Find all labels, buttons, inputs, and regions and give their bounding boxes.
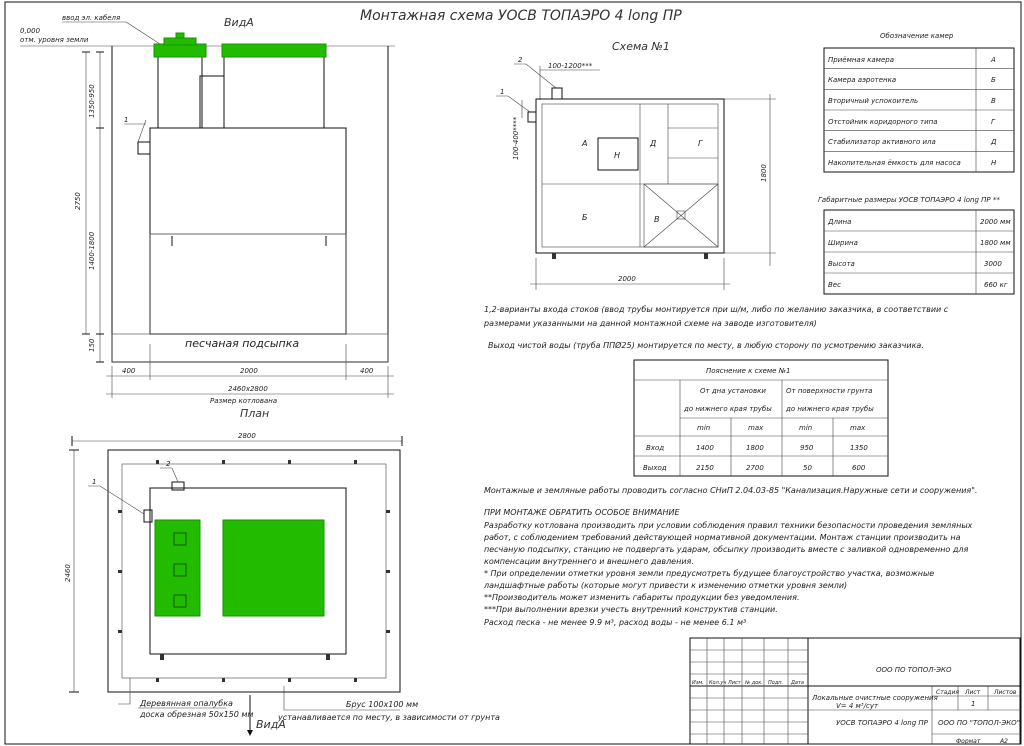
plan-view-arrow: ВидА [256, 718, 286, 731]
dim-top-depth: 1350-950 [88, 84, 96, 118]
scheme-callout-2: 2 [518, 56, 523, 64]
attention-line-3: песчаную подсыпку, станцию не подвергать ударам, обсыпку производить вместе с заливкой одновременно для [484, 545, 969, 554]
formwork-label: Деревянная опалубка [140, 699, 233, 708]
scheme-callout-1: 1 [500, 88, 505, 96]
exp-row-1-v4: 1350 [850, 444, 868, 452]
dim-row-1-name: Длина [828, 218, 852, 226]
tb-format: А2 [1000, 738, 1008, 745]
dim-pit-label: Размер котлована [210, 397, 278, 405]
legend-row-3-code: В [991, 97, 996, 105]
tb-sheet: 1 [971, 700, 976, 708]
exp-sub-1: min [697, 424, 711, 432]
legend-row-1-name: Приёмная камера [828, 56, 894, 64]
tb-head-2: Кол.уч [709, 680, 727, 686]
legend-row-5-code: Д [991, 138, 997, 146]
dim-row-3-name: Высота [828, 260, 855, 268]
board-label: доска обрезная 50х150 мм [140, 710, 254, 719]
legend-row-6-code: Н [991, 159, 997, 167]
sand-label: песчаная подсыпка [185, 337, 300, 350]
plan-lid-right [223, 520, 324, 616]
neck-connector [200, 76, 224, 128]
dim-pipe-depth: 1400-1800 [88, 231, 96, 270]
plan-height-dim: 2460 [64, 564, 72, 582]
title-block [690, 638, 1020, 745]
dimensions-table [818, 196, 1014, 294]
inlet-note-line-2: размерами указанными на данной монтажной схеме на заводе изготовителя) [484, 319, 817, 328]
legend-row-3-name: Вторичный успокоитель [828, 97, 919, 105]
exp-head-1b: до нижнего края трубы [684, 405, 772, 413]
legend-row-4-name: Отстойник коридорного типа [828, 118, 938, 126]
scheme-dim-top: 100-1200*** [548, 62, 593, 70]
tb-head-6: Дата [791, 680, 804, 686]
scheme-dim-height: 1800 [760, 164, 768, 182]
neck-left [158, 57, 202, 128]
exp-row-2-name: Выход [643, 464, 667, 472]
cable-input-label: ввод эл. кабеля [62, 14, 121, 22]
dim-sand: 150 [88, 338, 96, 352]
chamber-d: Д [650, 139, 657, 148]
beam-note: устанавливается по месту, в зависимости от грунта [278, 713, 500, 722]
plan-label: План [240, 407, 270, 420]
neck-right [224, 57, 324, 128]
dim-row-2-name: Ширина [828, 239, 858, 247]
dim-left: 400 [122, 367, 136, 375]
plan-callout-2: 2 [166, 460, 171, 468]
exp-row-2-v4: 600 [852, 464, 866, 472]
chamber-n: Н [614, 151, 621, 160]
works-note: Монтажные и земляные работы проводить согласно СНиП 2.04.03-85 "Канализация.Наружные сети и сооружения". [484, 486, 978, 495]
attention-line-2: работ, с соблюдением требований действующей нормативной документации. Монтаж станции производить на [484, 533, 961, 542]
unit-lower-grid [150, 234, 346, 334]
plan-inlet-1 [144, 510, 152, 522]
dim-row-1-value: 2000 мм [980, 218, 1011, 226]
tb-head-1: Изм. [692, 680, 704, 686]
exp-row-2-v2: 2700 [746, 464, 764, 472]
legend-row-4-code: Г [991, 118, 995, 126]
exp-head-2b: до нижнего края трубы [786, 405, 874, 413]
scheme-dim-left: 100-400**** [512, 116, 520, 160]
attention-line-8: ***При выполнении врезки учесть внутренний конструктив станции. [484, 605, 778, 614]
dim-right: 400 [360, 367, 374, 375]
scheme-dim-width: 2000 [618, 275, 636, 283]
ground-zero: 0,000 [20, 27, 41, 35]
explanation-title: Пояснение к схеме №1 [706, 367, 791, 375]
exp-sub-3: min [799, 424, 813, 432]
chamber-v: В [654, 215, 660, 224]
exp-row-1-v3: 950 [800, 444, 814, 452]
scheme-tank [536, 99, 724, 253]
dim-row-4-value: 660 кг [984, 281, 1008, 289]
dim-row-3-value: 3000 [984, 260, 1002, 268]
attention-title: ПРИ МОНТАЖЕ ОБРАТИТЬ ОСОБОЕ ВНИМАНИЕ [484, 508, 680, 517]
tb-format-label: Формат [956, 738, 981, 745]
tb-product-2: V= 4 м³/сут [836, 702, 879, 710]
legend-row-2-name: Камера аэротенка [828, 76, 897, 84]
inlet-pipe [138, 142, 150, 154]
callout-1: 1 [124, 116, 129, 124]
lid-right [222, 44, 326, 57]
chamber-legend-title: Обозначение камер [880, 32, 954, 40]
plan-width-dim: 2800 [238, 432, 256, 440]
tb-sheets-head: Листов [994, 689, 1017, 696]
exp-row-1-name: Вход [646, 444, 665, 452]
tb-product-1: Локальные очистные сооружения [812, 694, 938, 702]
inlet-note-line-1: 1,2-варианты входа стоков (ввод трубы монтируется при ш/м, либо по желанию заказчика, в соответствии с [484, 305, 949, 314]
tb-stage: Стадия [936, 689, 960, 696]
chamber-g: Г [698, 139, 703, 148]
exp-sub-2: max [748, 424, 764, 432]
attention-line-5: * При определении отметки уровня земли предусмотреть будущее благоустройство участка, возможные [484, 569, 935, 578]
exp-row-2-v3: 50 [803, 464, 812, 472]
lid-left [154, 44, 206, 57]
attention-line-6: ландшафтные работы (которые могут привести к изменению отметки уровня земли) [484, 581, 848, 590]
exp-head-1: От дна установки [700, 387, 766, 395]
tb-model: УОСВ ТОПАЭРО 4 long ПР [836, 719, 928, 727]
section-view-a [20, 14, 395, 405]
legend-row-2-code: Б [991, 76, 996, 84]
attention-line-9: Расход песка - не менее 9.9 м³, расход воды - не менее 6.1 м³ [484, 618, 747, 627]
exp-row-1-v2: 1800 [746, 444, 764, 452]
legend-row-1-code: А [991, 56, 996, 64]
drawing-title: Монтажная схема УОСВ ТОПАЭРО 4 long ПР [360, 8, 682, 24]
exp-head-2: От поверхности грунта [786, 387, 873, 395]
vent-cap [176, 33, 184, 38]
tb-head-3: Лист [728, 680, 741, 686]
tb-head-5: Подп. [768, 680, 784, 686]
exp-sub-4: max [850, 424, 866, 432]
dimensions-title: Габаритные размеры УОСВ ТОПАЭРО 4 long ПР ** [818, 196, 1000, 204]
chamber-b: Б [582, 213, 588, 222]
lid-left-vent [164, 38, 196, 45]
plan-view [64, 407, 500, 735]
legend-row-6-name: Накопительная ёмкость для насоса [828, 159, 961, 167]
exp-row-1-v1: 1400 [696, 444, 714, 452]
tb-company: ООО ПО ТОПОЛ-ЭКО [876, 666, 952, 674]
ground-zero-note: отм. уровня земли [20, 36, 89, 44]
view-a-label: ВидА [224, 16, 254, 29]
attention-line-1: Разработку котлована производить при условии соблюдения правил техники безопасности проведения земляных [484, 521, 973, 530]
explanation-table [634, 360, 888, 476]
scheme-1-label: Схема №1 [612, 40, 670, 53]
scheme-1 [496, 40, 776, 290]
chamber-legend [824, 32, 1014, 172]
dim-width: 2000 [240, 367, 258, 375]
dim-row-2-value: 1800 мм [980, 239, 1011, 247]
tb-sheet-head: Лист [965, 689, 981, 696]
dim-total-depth: 2750 [74, 192, 82, 210]
beam-label: Брус 100х100 мм [346, 700, 419, 709]
unit-body [150, 128, 346, 334]
exp-row-2-v1: 2150 [696, 464, 714, 472]
plan-inlet-2 [172, 482, 184, 490]
plan-lid-left [155, 520, 200, 616]
attention-line-4: компенсации внутреннего и внешнего давления. [484, 557, 694, 566]
legend-row-5-name: Стабилизатор активного ила [828, 138, 936, 146]
sheet-frame [5, 2, 1021, 744]
dim-row-4-name: Вес [828, 281, 841, 289]
plan-callout-1: 1 [92, 478, 97, 486]
tb-company-quoted: ООО ПО "ТОПОЛ-ЭКО" [938, 719, 1020, 727]
chamber-a: А [582, 139, 588, 148]
tb-head-4: № док. [745, 680, 763, 686]
pit-outline [112, 46, 388, 362]
dim-pit: 2460x2800 [228, 385, 268, 393]
outlet-note: Выход чистой воды (труба ППØ25) монтируется по месту, в любую сторону по усмотрению заказчика. [488, 341, 924, 350]
attention-line-7: **Производитель может изменить габариты продукции без уведомления. [484, 593, 800, 602]
